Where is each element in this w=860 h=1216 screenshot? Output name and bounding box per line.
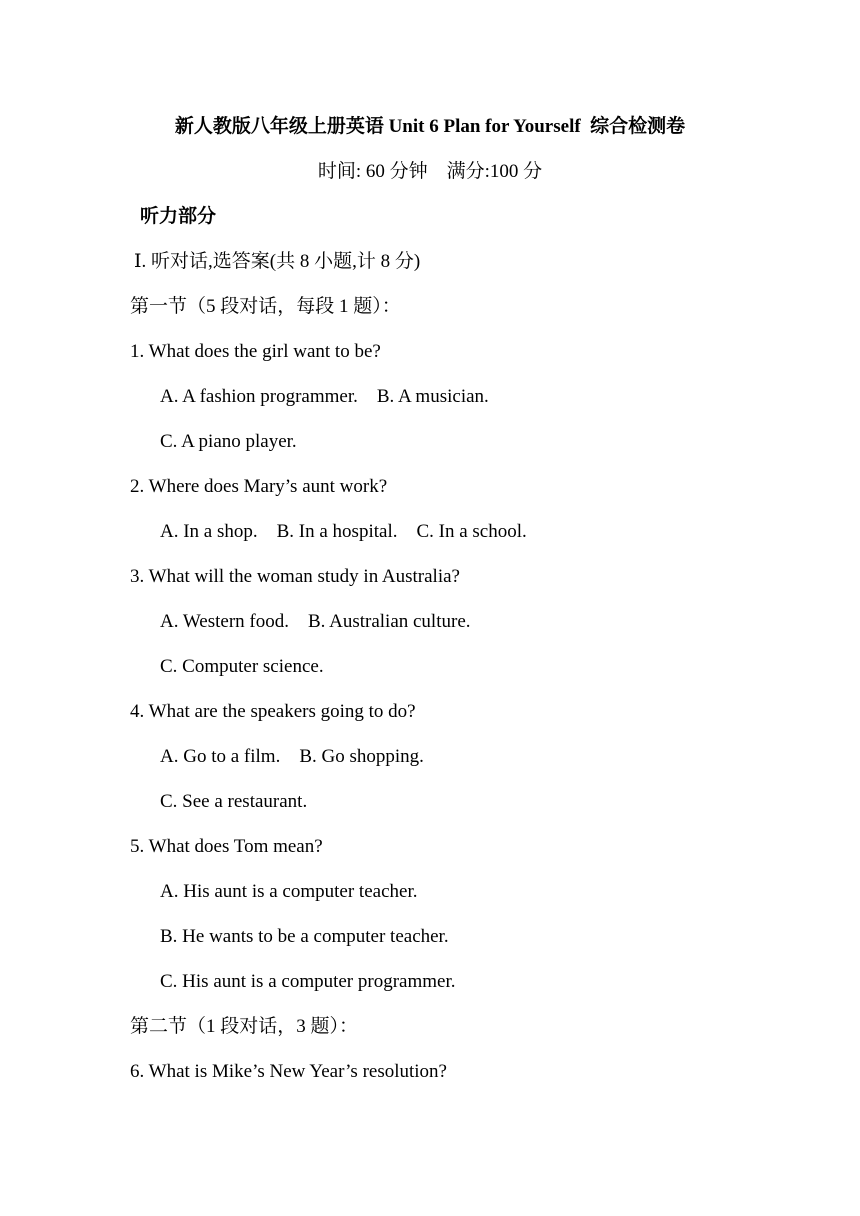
question-option: A. Western food. B. Australian culture. <box>160 611 471 632</box>
question-option: C. Computer science. <box>160 656 324 677</box>
section-heading: 听力部分 <box>140 206 217 227</box>
question-option: C. His aunt is a computer programmer. <box>160 971 456 992</box>
question-option: A. His aunt is a computer teacher. <box>160 881 418 902</box>
subsection-heading: 第二节（1 段对话，3 题）： <box>130 1016 359 1037</box>
subsection-heading: 第一节（5 段对话，每段 1 题）： <box>130 296 401 317</box>
time-and-score: 时间: 60 分钟 满分:100 分 <box>317 161 543 182</box>
question-stem: 4. What are the speakers going to do? <box>130 701 416 722</box>
question-stem: 2. Where does Mary’s aunt work? <box>130 476 388 497</box>
document-title: 新人教版八年级上册英语 Unit 6 Plan for Yourself 综合检测卷 <box>174 116 686 137</box>
question-stem: 3. What will the woman study in Australia? <box>130 566 460 587</box>
question-option: C. A piano player. <box>160 431 297 452</box>
question-option: B. He wants to be a computer teacher. <box>160 926 449 947</box>
question-option: A. Go to a film. B. Go shopping. <box>160 746 424 767</box>
question-option: A. In a shop. B. In a hospital. C. In a school. <box>160 521 527 542</box>
question-option: C. See a restaurant. <box>160 791 308 812</box>
part-heading: Ⅰ. 听对话,选答案(共 8 小题,计 8 分) <box>134 251 421 272</box>
question-stem: 5. What does Tom mean? <box>130 836 323 857</box>
question-option: A. A fashion programmer. B. A musician. <box>160 386 489 407</box>
question-stem: 6. What is Mike’s New Year’s resolution? <box>130 1061 447 1082</box>
question-stem: 1. What does the girl want to be? <box>130 341 381 362</box>
